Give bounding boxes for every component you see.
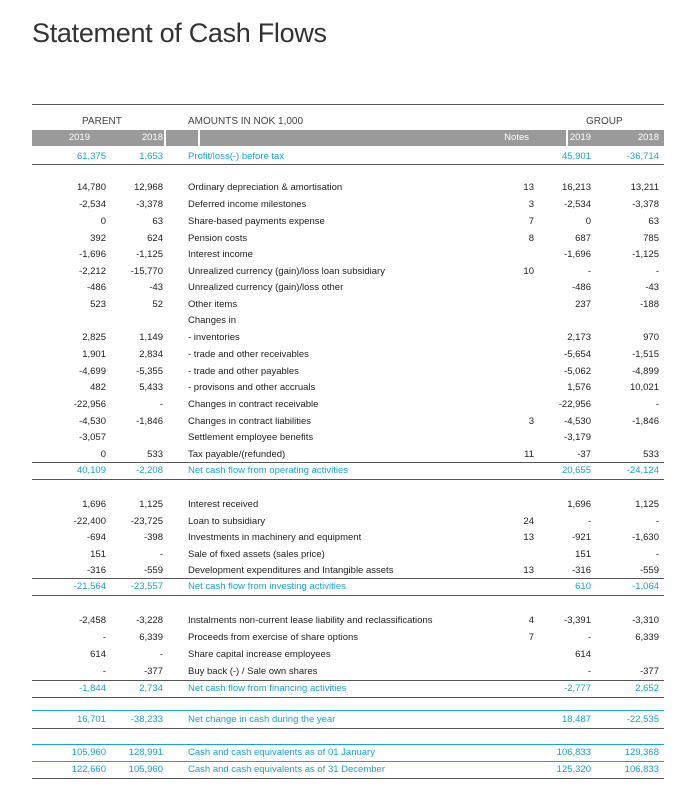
- cell-g18: -36,714: [626, 151, 659, 162]
- header-rule: [32, 104, 664, 105]
- cell-label: Share-based payments expense: [188, 216, 325, 227]
- table-row: [32, 247, 664, 263]
- table-row: [32, 664, 664, 680]
- table-row: [32, 313, 664, 329]
- table-row: [32, 530, 664, 546]
- cell-p19: 392: [90, 233, 106, 244]
- cell-p18: 2,834: [139, 349, 163, 360]
- table-rule: [32, 761, 664, 762]
- cell-g19: -: [587, 516, 591, 527]
- cell-g18: -1,846: [632, 416, 659, 427]
- cell-p18: 624: [147, 233, 163, 244]
- total-row: [32, 681, 664, 697]
- cell-g18: -1,630: [632, 532, 659, 543]
- table-row: [32, 630, 664, 646]
- cell-p19: 2,825: [82, 332, 106, 343]
- cell-label: Investments in machinery and equipment: [188, 532, 362, 543]
- cell-g18: 970: [643, 332, 659, 343]
- cell-note: 13: [523, 565, 534, 576]
- table-row: [32, 264, 664, 280]
- table-row: [32, 280, 664, 296]
- cell-label: Proceeds from exercise of share options: [188, 632, 359, 643]
- cell-p18: -43: [149, 282, 163, 293]
- cell-label: Sale of fixed assets (sales price): [188, 549, 325, 560]
- band-parent-2: [166, 130, 198, 146]
- cell-p18: 105,960: [128, 764, 163, 775]
- cell-g19: 614: [575, 649, 591, 660]
- cell-g18: 1,125: [635, 499, 659, 510]
- cell-label: Net cash flow from operating activities: [188, 465, 348, 476]
- cell-p19: -4,699: [79, 366, 106, 377]
- group-header: GROUP: [586, 116, 623, 127]
- cell-g19: 106,833: [556, 747, 591, 758]
- cell-p19: 614: [90, 649, 106, 660]
- cell-p18: 1,149: [139, 332, 163, 343]
- cell-g18: 533: [643, 449, 659, 460]
- cell-p18: 52: [152, 299, 163, 310]
- cell-p19: -316: [86, 565, 106, 576]
- cell-g19: 1,576: [567, 382, 591, 393]
- cell-g19: 20,655: [561, 465, 591, 476]
- cell-g19: 2,173: [567, 332, 591, 343]
- cell-p18: 6,339: [139, 632, 163, 643]
- table-row: [32, 231, 664, 247]
- cell-p19: -21,564: [73, 581, 106, 592]
- cell-p18: -23,725: [130, 516, 163, 527]
- cell-p19: 40,109: [76, 465, 106, 476]
- cell-g19: -3,391: [564, 615, 591, 626]
- cell-p19: 523: [90, 299, 106, 310]
- cell-note: 13: [523, 182, 534, 193]
- cell-g19: -: [587, 632, 591, 643]
- cell-label: Net cash flow from investing activities: [188, 581, 346, 592]
- cell-g18: -3,310: [632, 615, 659, 626]
- cell-note: 4: [528, 615, 534, 626]
- cell-note: 7: [528, 632, 534, 643]
- cell-label: - trade and other payables: [188, 366, 299, 377]
- table-row: [32, 347, 664, 363]
- cell-note: 11: [524, 449, 534, 460]
- parent-header: PARENT: [82, 116, 122, 127]
- cell-g18: -1,064: [632, 581, 659, 592]
- year-parent-2018: 2018: [141, 132, 163, 143]
- table-row: [32, 397, 664, 413]
- table-row: [32, 613, 664, 629]
- cell-g19: -2,534: [564, 199, 591, 210]
- cell-p18: -3,228: [136, 615, 163, 626]
- table-rule: [32, 728, 664, 729]
- cell-p19: 105,960: [71, 747, 106, 758]
- cell-g18: 13,211: [630, 182, 659, 193]
- cell-p18: 1,653: [139, 151, 163, 162]
- cell-p19: -: [102, 666, 106, 677]
- cell-p19: -2,212: [79, 266, 106, 277]
- cell-label: Cash and cash equivalents as of 31 December: [188, 764, 385, 775]
- notes-header: Notes: [504, 132, 529, 143]
- cell-g18: -22,535: [626, 714, 659, 725]
- table-row: [32, 214, 664, 230]
- year-parent-2019: 2019: [68, 132, 90, 143]
- table-row: [32, 330, 664, 346]
- table-rule: [32, 697, 664, 698]
- cell-label: Buy back (-) / Sale own shares: [188, 666, 318, 677]
- cell-g19: -: [587, 266, 591, 277]
- cell-label: Tax payable/(refunded): [188, 449, 286, 460]
- cell-g19: -: [587, 666, 591, 677]
- cell-p18: -3,378: [136, 199, 163, 210]
- cell-p19: 1,901: [82, 349, 106, 360]
- year-group-2018: 2018: [637, 132, 659, 143]
- table-row: [32, 563, 664, 579]
- cell-p19: -3,057: [79, 432, 106, 443]
- total-row: [32, 745, 664, 761]
- table-rule: [32, 479, 664, 480]
- cell-g19: -5,062: [564, 366, 591, 377]
- cell-p18: -15,770: [130, 266, 163, 277]
- cell-p18: -: [159, 549, 163, 560]
- cell-p19: -4,530: [79, 416, 106, 427]
- cell-p19: 482: [90, 382, 106, 393]
- cell-note: 10: [523, 266, 534, 277]
- amounts-header: AMOUNTS IN NOK 1,000: [188, 116, 304, 127]
- cell-note: 7: [528, 216, 534, 227]
- cell-label: Other items: [188, 299, 238, 310]
- cell-label: Instalments non-current lease liability and reclassifications: [188, 615, 433, 626]
- cell-p18: 5,433: [139, 382, 163, 393]
- table-row: [32, 414, 664, 430]
- cell-p18: -38,233: [130, 714, 163, 725]
- cell-p19: -694: [86, 532, 106, 543]
- table-rule: [32, 164, 664, 165]
- cell-p18: 2,734: [139, 683, 163, 694]
- cell-p18: -: [159, 399, 163, 410]
- cell-p18: -398: [143, 532, 163, 543]
- cell-p19: 61,375: [76, 151, 106, 162]
- cell-g19: -316: [571, 565, 591, 576]
- total-row: [32, 149, 664, 165]
- cell-p19: -486: [86, 282, 106, 293]
- cell-g19: -2,777: [564, 683, 591, 694]
- cell-g18: -3,378: [632, 199, 659, 210]
- cell-g18: -: [655, 266, 659, 277]
- cell-g18: 129,368: [624, 747, 659, 758]
- cell-g19: 16,213: [561, 182, 591, 193]
- cell-label: Deferred income milestones: [188, 199, 307, 210]
- cell-label: Net cash flow from financing activities: [188, 683, 347, 694]
- table-row: [32, 180, 664, 196]
- cell-label: Settlement employee benefits: [188, 432, 314, 443]
- cell-label: - inventories: [188, 332, 240, 343]
- cell-p18: 533: [147, 449, 163, 460]
- cell-g18: 785: [643, 233, 659, 244]
- cell-p19: -22,956: [73, 399, 106, 410]
- cell-label: - provisons and other accruals: [188, 382, 316, 393]
- cell-p19: 1,696: [82, 499, 106, 510]
- cell-label: Profit/loss(-) before tax: [188, 151, 285, 162]
- cell-p18: -23,557: [130, 581, 163, 592]
- cell-p18: 12,968: [133, 182, 163, 193]
- table-rule: [32, 710, 664, 711]
- cell-g18: 106,833: [624, 764, 659, 775]
- cell-note: 13: [523, 532, 534, 543]
- cell-g18: -43: [645, 282, 659, 293]
- cell-p18: 63: [152, 216, 163, 227]
- cell-g19: -22,956: [558, 399, 591, 410]
- year-header-band: [32, 130, 664, 146]
- table-rule: [32, 778, 664, 779]
- cell-note: 8: [528, 233, 534, 244]
- cell-g18: -: [655, 399, 659, 410]
- total-row: [32, 579, 664, 595]
- total-row: [32, 463, 664, 479]
- cell-label: Net change in cash during the year: [188, 714, 336, 725]
- cell-label: Unrealized currency (gain)/loss other: [188, 282, 344, 293]
- cell-g19: -5,654: [564, 349, 591, 360]
- table-row: [32, 364, 664, 380]
- cell-p19: 0: [100, 216, 106, 227]
- cell-note: 3: [528, 416, 534, 427]
- table-row: [32, 197, 664, 213]
- cell-p19: -22,400: [73, 516, 106, 527]
- cell-g19: -4,530: [564, 416, 591, 427]
- cell-p18: 128,991: [128, 747, 163, 758]
- table-row: [32, 380, 664, 396]
- cell-g19: -3,179: [564, 432, 591, 443]
- cell-label: Changes in contract liabilities: [188, 416, 312, 427]
- cell-label: Cash and cash equivalents as of 01 January: [188, 747, 375, 758]
- cell-g18: -188: [639, 299, 659, 310]
- cell-g19: 0: [585, 216, 591, 227]
- cell-p19: 14,780: [76, 182, 106, 193]
- cell-g19: 151: [575, 549, 591, 560]
- cell-g19: -921: [571, 532, 591, 543]
- cell-g18: 10,021: [629, 382, 659, 393]
- cell-label: Share capital increase employees: [188, 649, 331, 660]
- cell-g18: 63: [648, 216, 659, 227]
- table-rule: [32, 680, 664, 681]
- cell-g19: -486: [571, 282, 591, 293]
- cell-g18: -559: [639, 565, 659, 576]
- cell-g18: -24,124: [626, 465, 659, 476]
- cell-g19: 45,901: [561, 151, 591, 162]
- cell-label: Changes in: [188, 315, 237, 326]
- cell-p18: -377: [143, 666, 163, 677]
- cell-p19: 16,701: [76, 714, 106, 725]
- cell-g19: 1,696: [567, 499, 591, 510]
- cell-p19: -2,534: [79, 199, 106, 210]
- cell-note: 3: [528, 199, 534, 210]
- table-row: [32, 547, 664, 563]
- cell-label: Ordinary depreciation & amortisation: [188, 182, 343, 193]
- table-rule: [32, 744, 664, 745]
- cell-p18: -559: [143, 565, 163, 576]
- cell-p18: -1,846: [136, 416, 163, 427]
- cell-label: Development expenditures and Intangible assets: [188, 565, 394, 576]
- cell-p19: 0: [100, 449, 106, 460]
- cell-p19: -: [102, 632, 106, 643]
- table-row: [32, 447, 664, 463]
- cell-label: Pension costs: [188, 233, 248, 244]
- table-row: [32, 497, 664, 513]
- cell-g19: 687: [575, 233, 591, 244]
- cell-label: - trade and other receivables: [188, 349, 309, 360]
- cell-p19: -2,458: [79, 615, 106, 626]
- total-row: [32, 762, 664, 778]
- cell-g19: 237: [575, 299, 591, 310]
- cell-g19: 610: [575, 581, 591, 592]
- table-row: [32, 514, 664, 530]
- cell-label: Loan to subsidiary: [188, 516, 266, 527]
- cell-p18: 1,125: [139, 499, 163, 510]
- table-row: [32, 430, 664, 446]
- cell-g19: 125,320: [556, 764, 591, 775]
- year-group-2019: 2019: [569, 132, 591, 143]
- cell-g18: -: [655, 516, 659, 527]
- cell-label: Interest received: [188, 499, 259, 510]
- cell-p19: -1,844: [79, 683, 106, 694]
- cell-p18: -2,208: [136, 465, 163, 476]
- cell-g19: -1,696: [564, 249, 591, 260]
- table-row: [32, 647, 664, 663]
- cell-g19: -37: [577, 449, 591, 460]
- table-rule: [32, 578, 664, 579]
- cell-p19: -1,696: [79, 249, 106, 260]
- cell-p18: -: [159, 649, 163, 660]
- cell-g18: 2,652: [635, 683, 659, 694]
- cell-g18: -1,125: [632, 249, 659, 260]
- table-rule: [32, 595, 664, 596]
- table-row: [32, 297, 664, 313]
- cell-g18: -4,899: [632, 366, 659, 377]
- cell-g19: 18,487: [561, 714, 591, 725]
- cell-label: Changes in contract receivable: [188, 399, 319, 410]
- table-rule: [32, 462, 664, 463]
- cell-p18: -1,125: [136, 249, 163, 260]
- page-title: Statement of Cash Flows: [32, 18, 327, 48]
- cell-g18: -: [655, 549, 659, 560]
- cell-p18: -5,355: [136, 366, 163, 377]
- cell-note: 24: [523, 516, 534, 527]
- cell-g18: -1,515: [632, 349, 659, 360]
- cell-label: Unrealized currency (gain)/loss loan subsidiary: [188, 266, 385, 277]
- cell-p19: 122,660: [71, 764, 106, 775]
- total-row: [32, 712, 664, 728]
- cell-label: Interest income: [188, 249, 253, 260]
- cell-g18: -377: [639, 666, 659, 677]
- cell-p19: 151: [90, 549, 106, 560]
- cell-g18: 6,339: [635, 632, 659, 643]
